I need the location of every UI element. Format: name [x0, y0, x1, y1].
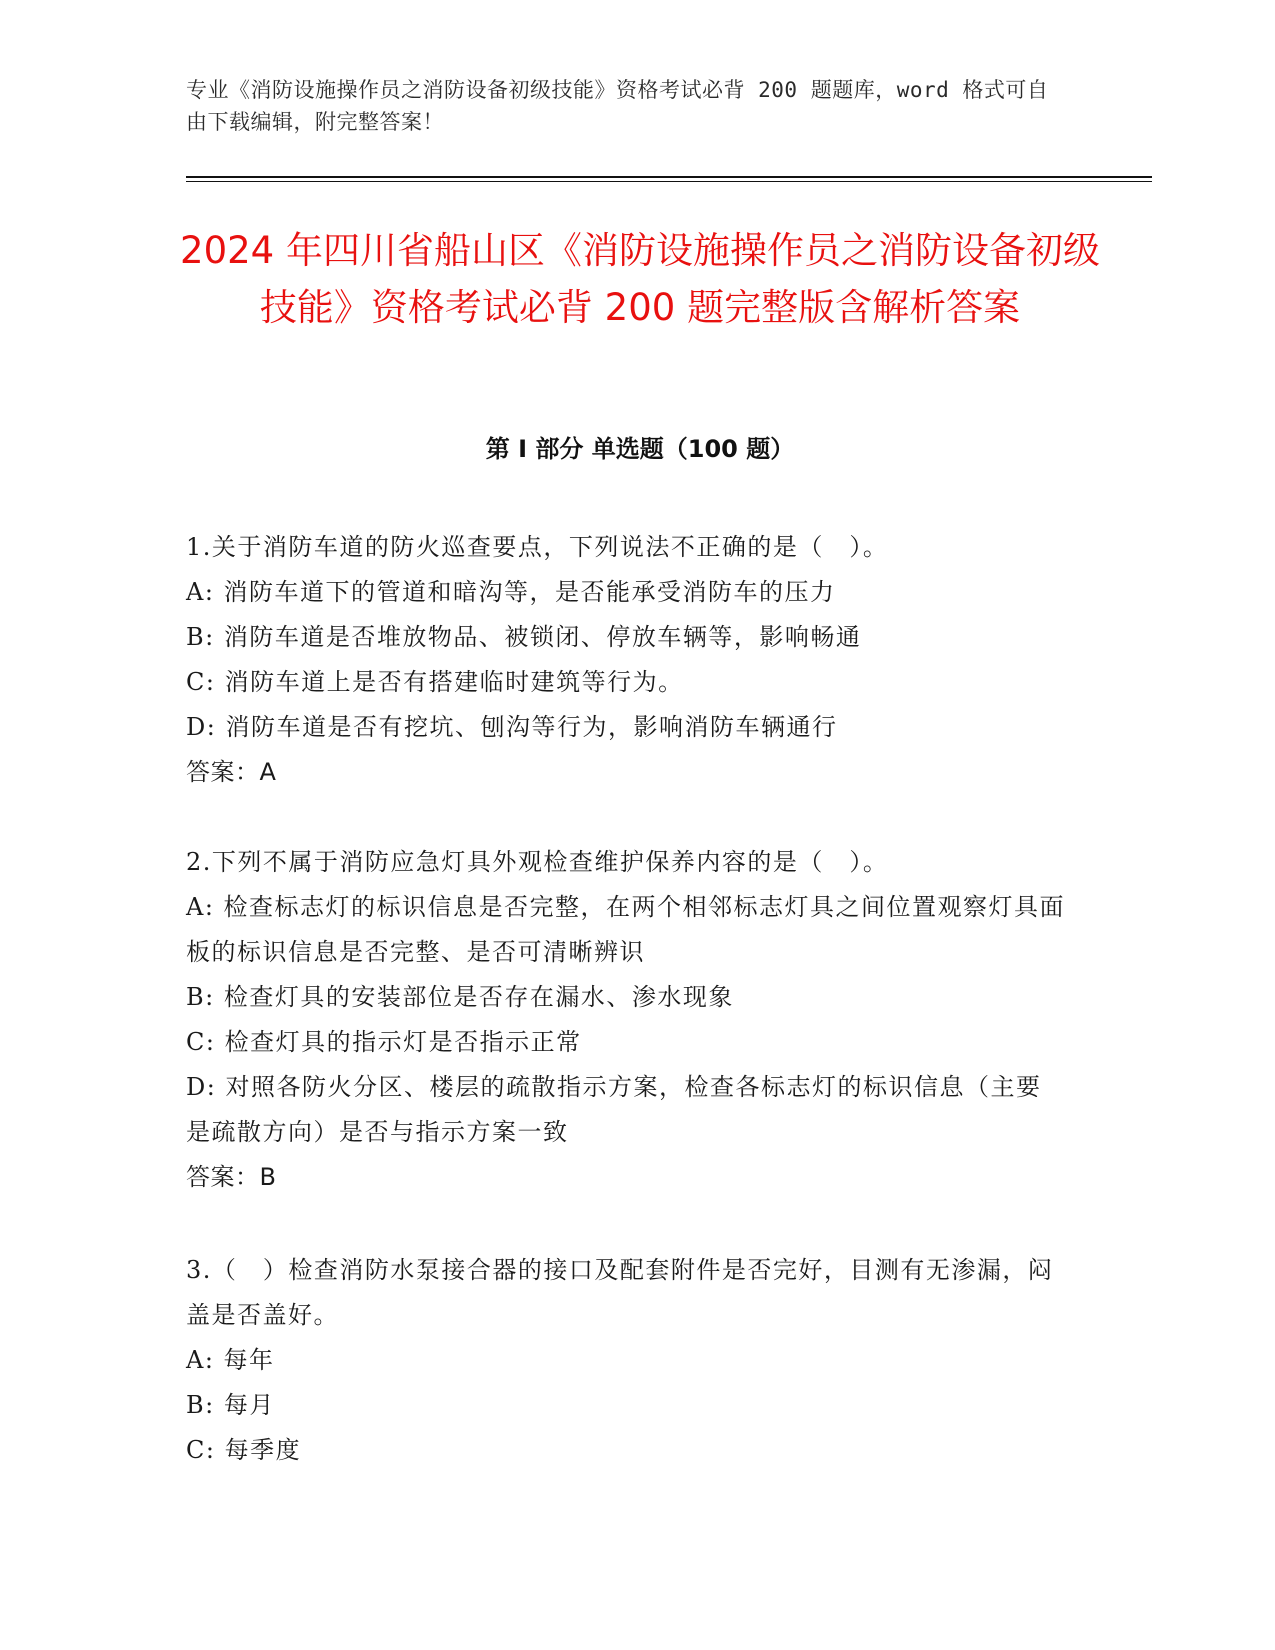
option-d: D: 对照各防火分区、楼层的疏散指示方案，检查各标志灯的标识信息（主要是疏散方向）是否与指示方案一致: [186, 1073, 1042, 1146]
option-a: A: 消防车道下的管道和暗沟等，是否能承受消防车的压力: [186, 578, 836, 606]
option-b: B: 每月: [186, 1391, 275, 1419]
option-c: C: 检查灯具的指示灯是否指示正常: [186, 1028, 582, 1056]
option-a: A: 检查标志灯的标识信息是否完整，在两个相邻标志灯具之间位置观察灯具面板的标识信息是否完整、是否可清晰辨识: [186, 893, 1066, 966]
option-b: B: 检查灯具的安装部位是否存在漏水、渗水现象: [186, 983, 734, 1011]
question-stem: 3.（ ）检查消防水泵接合器的接口及配套附件是否完好，目测有无渗漏，闷盖是否盖好。: [186, 1256, 1054, 1329]
header-divider-thin: [186, 181, 1152, 182]
option-b: B: 消防车道是否堆放物品、被锁闭、停放车辆等，影响畅通: [186, 623, 862, 651]
question-stem: 2.下列不属于消防应急灯具外观检查维护保养内容的是（ ）。: [186, 848, 889, 876]
option-c: C: 消防车道上是否有搭建临时建筑等行为。: [186, 668, 684, 696]
header-divider-thick: [186, 176, 1152, 178]
answer-line: 答案：A: [186, 758, 277, 786]
option-c: C: 每季度: [186, 1436, 302, 1464]
option-d: D: 消防车道是否有挖坑、刨沟等行为，影响消防车辆通行: [186, 713, 838, 741]
question-2: [186, 840, 1066, 1200]
question-stem: 1.关于消防车道的防火巡查要点，下列说法不正确的是（ ）。: [186, 533, 889, 561]
question-3: [186, 1248, 1066, 1473]
document-title: 2024 年四川省船山区《消防设施操作员之消防设备初级技能》资格考试必背 200 题完整版含解析答案: [180, 229, 1100, 329]
option-a: A: 每年: [186, 1346, 275, 1374]
answer-line: 答案：B: [186, 1163, 277, 1191]
header-note: 专业《消防设施操作员之消防设备初级技能》资格考试必背 200 题题库，word 格式可自由下载编辑，附完整答案！: [186, 78, 1049, 134]
section-title: 第 I 部分 单选题（100 题）: [485, 435, 795, 463]
question-1: [186, 525, 1066, 795]
